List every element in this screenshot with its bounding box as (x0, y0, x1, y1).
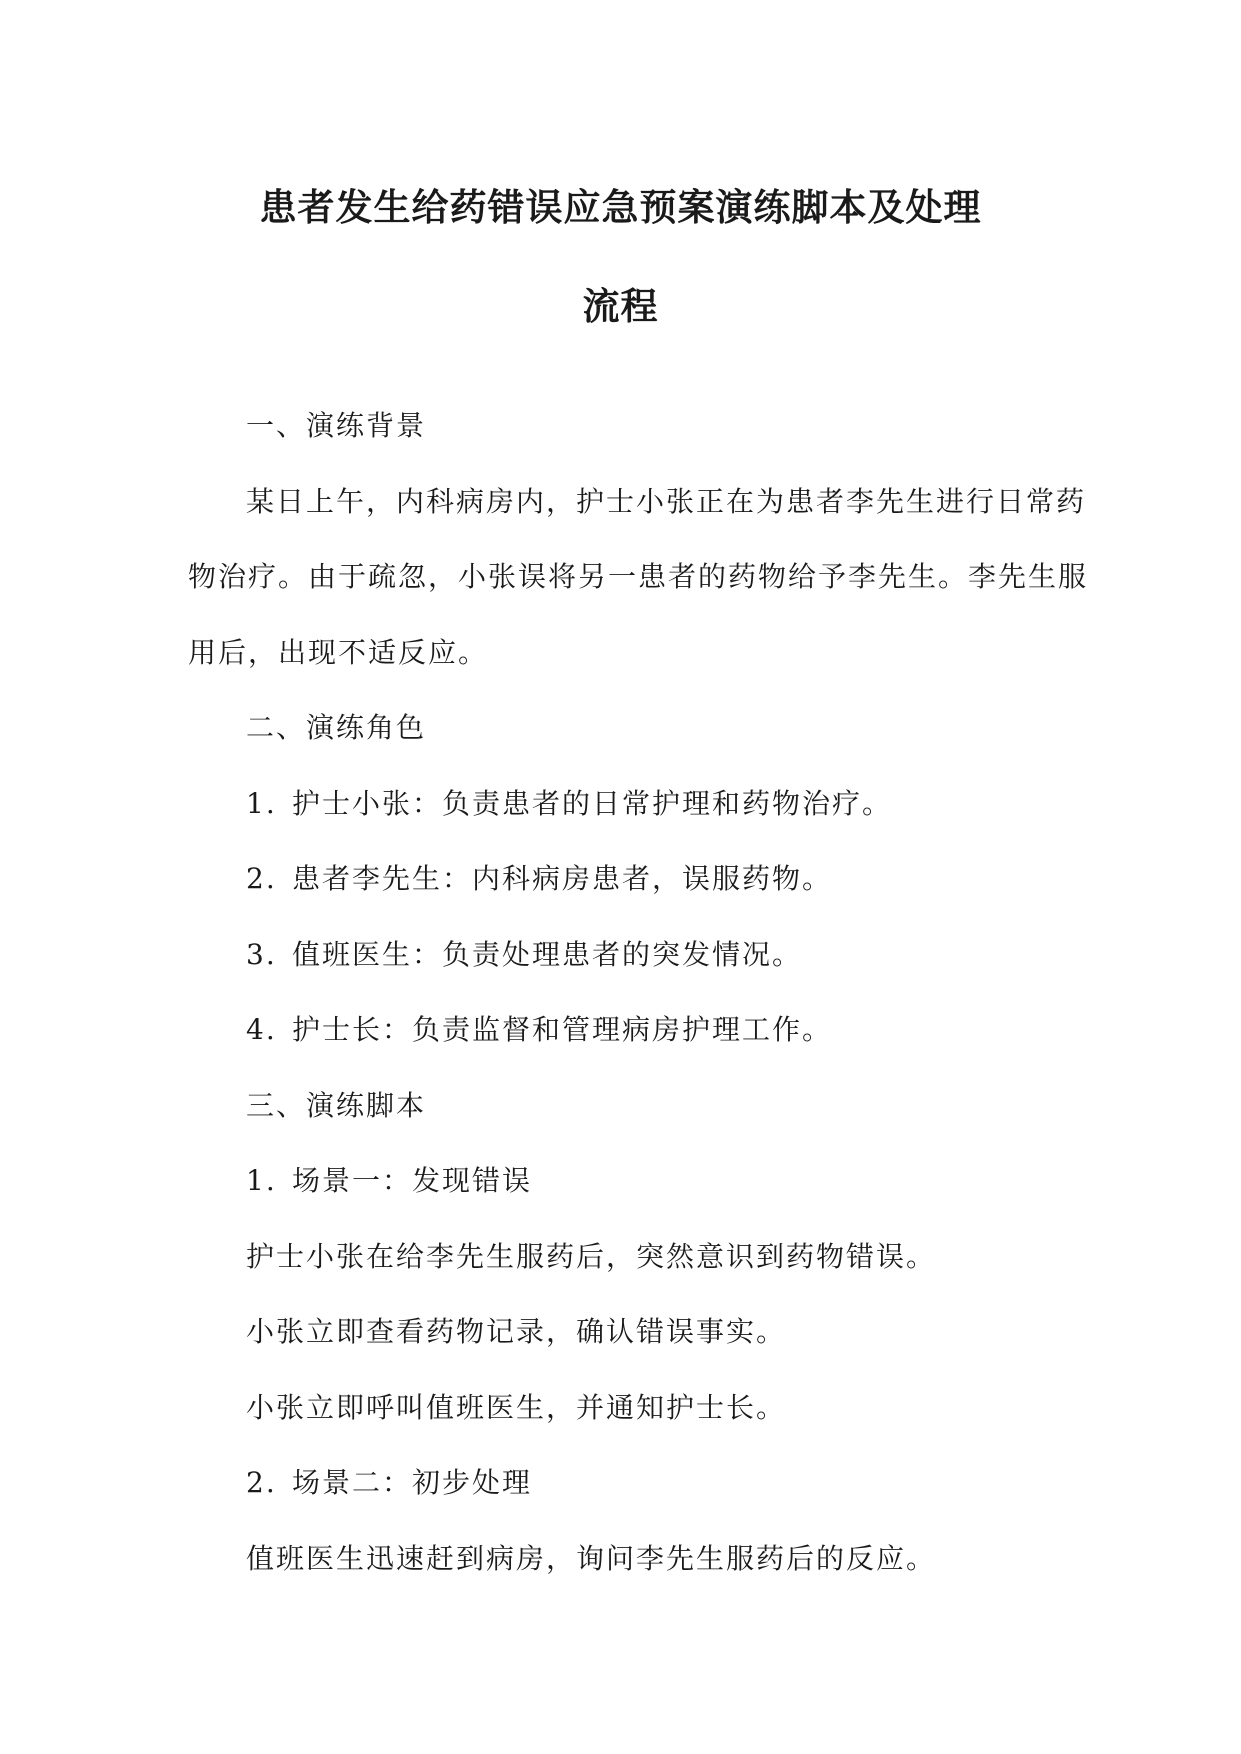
list-item-number: 4. (246, 1013, 277, 1046)
paragraph-line: 小张立即查看药物记录，确认错误事实。 (246, 1315, 787, 1348)
list-item (246, 1010, 832, 1050)
list-item (246, 859, 832, 899)
list-item-number: 2. (246, 862, 277, 895)
paragraph-line: 物治疗。由于疏忽，小张误将另一患者的药物给予李先生。李先生服 (188, 560, 1089, 593)
paragraph-line: 小张立即呼叫值班医生，并通知护士长。 (246, 1391, 787, 1424)
list-item-text: 场景一：发现错误 (292, 1164, 533, 1197)
list-item (246, 784, 892, 824)
document-title-line-2: 流程 (582, 285, 659, 328)
paragraph-line: 某日上午，内科病房内，护士小张正在为患者李先生进行日常药 (246, 485, 1087, 518)
list-item-number: 1. (246, 1164, 277, 1197)
list-item-text: 场景二：初步处理 (292, 1466, 533, 1499)
list-item-number: 2. (246, 1466, 277, 1499)
document-title-line-1: 患者发生给药错误应急预案演练脚本及处理 (259, 186, 982, 229)
paragraph-line: 用后，出现不适反应。 (188, 636, 489, 669)
list-item-text: 患者李先生：内科病房患者，误服药物。 (292, 862, 833, 895)
list-item (246, 935, 802, 975)
section-heading-roles: 二、演练角色 (246, 711, 427, 744)
section-heading-background: 一、演练背景 (246, 409, 427, 442)
list-item-text: 值班医生：负责处理患者的突发情况。 (292, 938, 803, 971)
paragraph-line: 值班医生迅速赶到病房，询问李先生服药后的反应。 (246, 1542, 937, 1575)
list-item-text: 护士小张：负责患者的日常护理和药物治疗。 (292, 787, 893, 820)
list-item-number: 1. (246, 787, 277, 820)
list-item (246, 1463, 532, 1503)
paragraph-line: 护士小张在给李先生服药后，突然意识到药物错误。 (246, 1240, 937, 1273)
list-item-text: 护士长：负责监督和管理病房护理工作。 (292, 1013, 833, 1046)
list-item (246, 1161, 532, 1201)
list-item-number: 3. (246, 938, 277, 971)
section-heading-script: 三、演练脚本 (246, 1089, 427, 1122)
